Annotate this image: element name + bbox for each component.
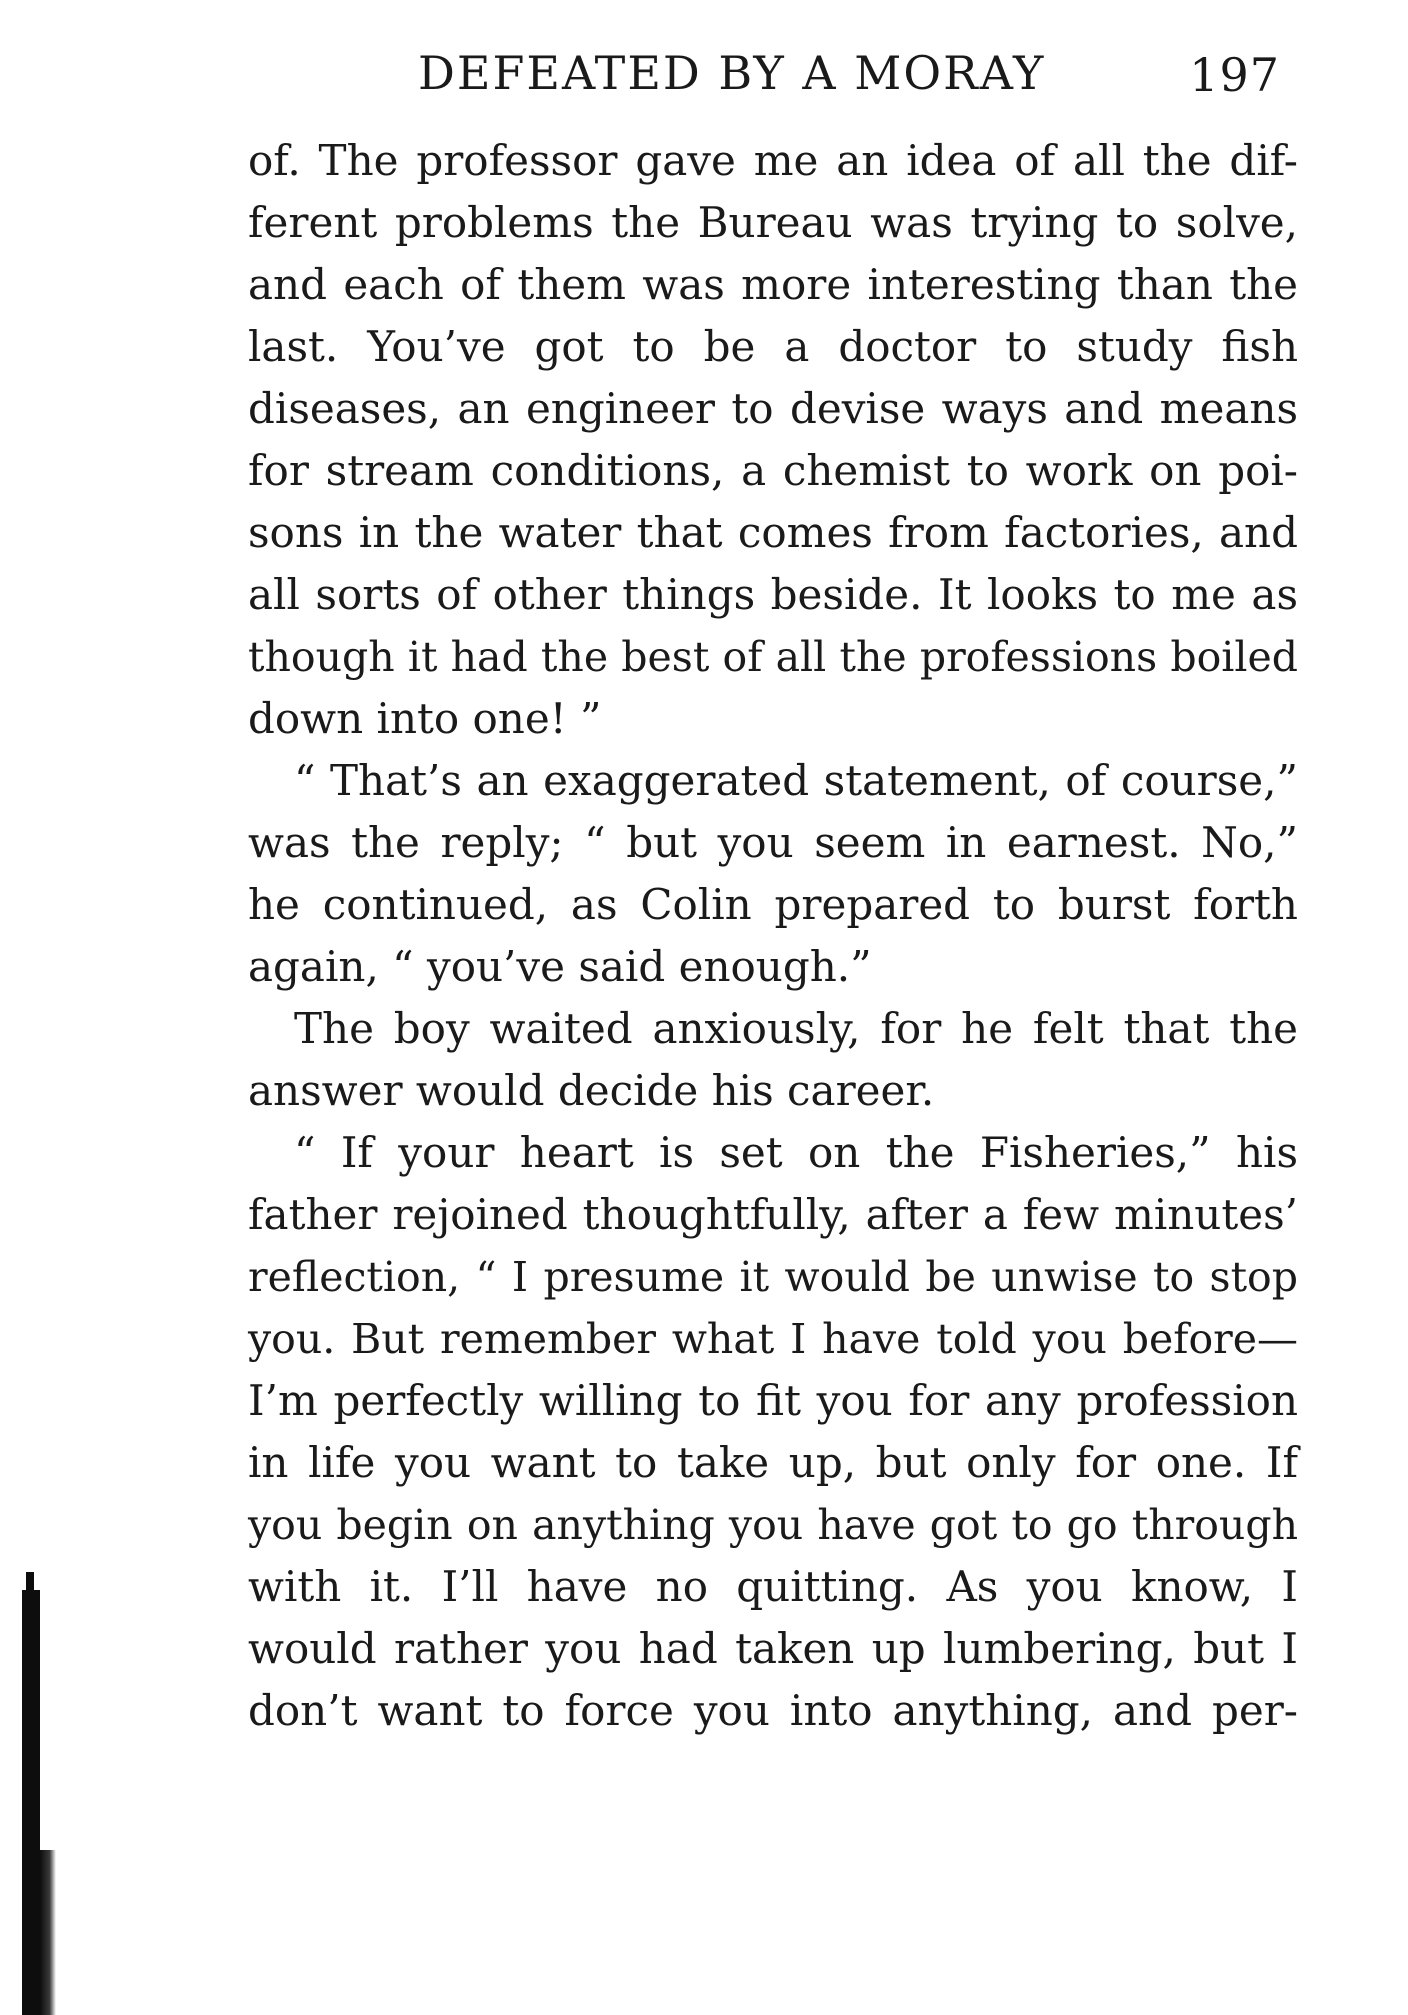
running-head: [248, 38, 1298, 108]
text-line: all sorts of other things beside. It looks to me as: [248, 570, 1298, 619]
text-line: and each of them was more interesting than the: [248, 260, 1298, 309]
text-line: sons in the water that comes from factories, and: [248, 508, 1298, 557]
text-line: again, “ you’ve said enough.”: [248, 942, 872, 991]
running-title: DEFEATED BY A MORAY: [418, 46, 1046, 100]
text-line: though it had the best of all the professions boiled: [248, 633, 1298, 681]
text-line: “ If your heart is set on the Fisheries,” his: [294, 1128, 1298, 1177]
text-line: The boy waited anxiously, for he felt that the: [294, 1004, 1298, 1053]
text-line: in life you want to take up, but only for one. If: [248, 1438, 1298, 1487]
text-line: with it. I’ll have no quitting. As you know, I: [248, 1562, 1298, 1611]
page-number: 197: [1189, 48, 1280, 102]
binding-shadow: [22, 1590, 40, 2015]
text-line: for stream conditions, a chemist to work on poi-: [248, 446, 1298, 495]
text-line: reflection, “ I presume it would be unwise to stop: [248, 1253, 1298, 1301]
text-line: diseases, an engineer to devise ways and means: [248, 384, 1298, 433]
text-line: he continued, as Colin prepared to burst forth: [248, 880, 1298, 929]
text-line: I’m perfectly willing to fit you for any profession: [248, 1376, 1298, 1425]
text-line: would rather you had taken up lumbering, but I: [248, 1624, 1298, 1673]
text-line: answer would decide his career.: [248, 1066, 935, 1115]
binding-shadow-flare: [40, 1850, 56, 2015]
body-text: [248, 130, 1298, 1742]
text-line: you. But remember what I have told you before—: [248, 1315, 1298, 1363]
text-line: last. You’ve got to be a doctor to study fish: [248, 322, 1298, 371]
text-line: father rejoined thoughtfully, after a few minutes’: [248, 1190, 1298, 1239]
text-line: was the reply; “ but you seem in earnest. No,”: [248, 818, 1298, 867]
text-line: “ That’s an exaggerated statement, of course,”: [294, 756, 1298, 805]
text-line: ferent problems the Bureau was trying to solve,: [248, 198, 1298, 247]
text-line: you begin on anything you have got to go through: [248, 1501, 1298, 1549]
text-line: don’t want to force you into anything, and per-: [248, 1686, 1298, 1735]
text-line: of. The professor gave me an idea of all the dif-: [248, 136, 1298, 185]
text-line: down into one! ”: [248, 694, 602, 743]
